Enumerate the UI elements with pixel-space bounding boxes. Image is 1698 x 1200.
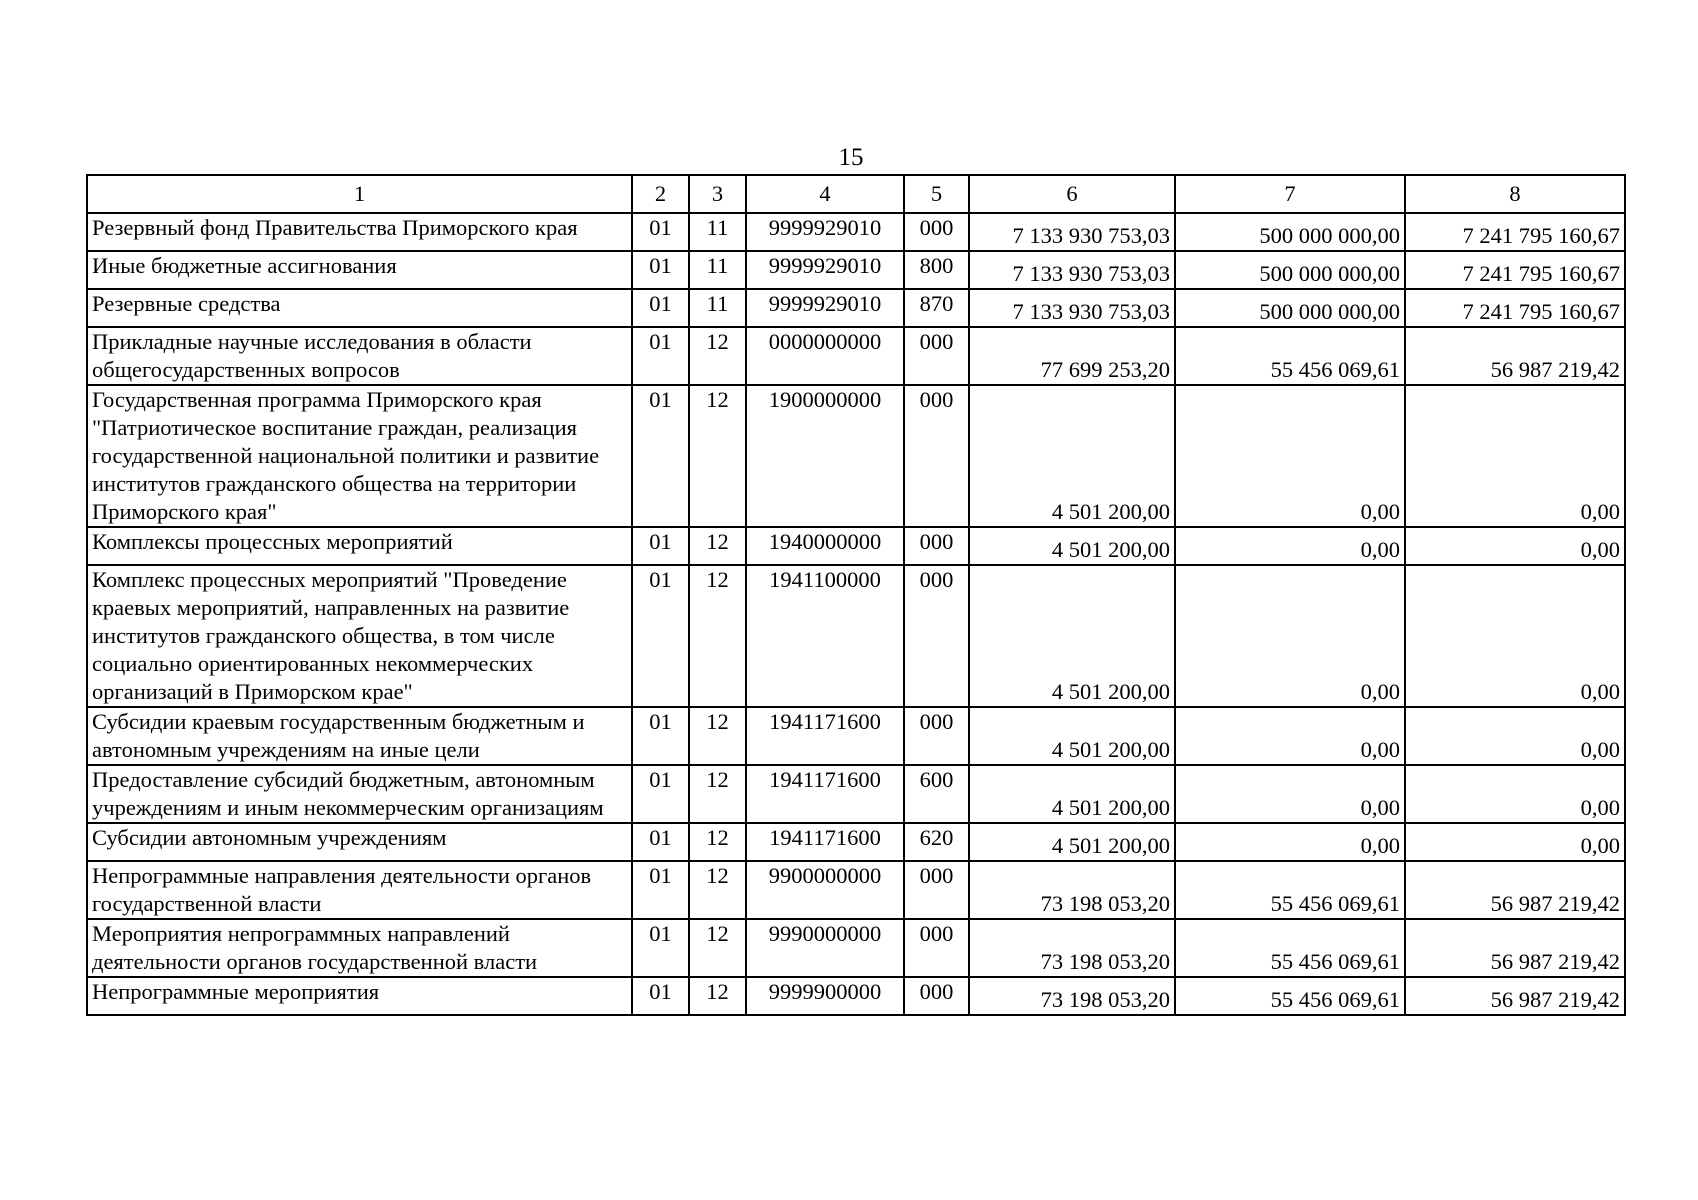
subsection-code: 12: [689, 823, 746, 861]
row-name: Резервный фонд Правительства Приморского края: [87, 213, 632, 251]
amount-col-7: 0,00: [1175, 707, 1405, 765]
amount-col-8: 0,00: [1405, 765, 1625, 823]
target-article-code: 9999900000: [746, 977, 904, 1015]
target-article-code: 1941100000: [746, 565, 904, 707]
subsection-code: 12: [689, 385, 746, 527]
amount-col-6: 7 133 930 753,03: [969, 251, 1175, 289]
amount-col-8: 7 241 795 160,67: [1405, 289, 1625, 327]
target-article-code: 9999929010: [746, 213, 904, 251]
row-name: Государственная программа Приморского края "Патриотическое воспитание граждан, реализация государственной национальной политики и развитие институтов гражданского общества на территории Приморского края": [87, 385, 632, 527]
section-code: 01: [632, 977, 689, 1015]
row-name: Непрограммные направления деятельности органов государственной власти: [87, 861, 632, 919]
row-name: Мероприятия непрограммных направлений деятельности органов государственной власти: [87, 919, 632, 977]
table-row: [87, 977, 1625, 1015]
section-code: 01: [632, 327, 689, 385]
amount-col-6: 73 198 053,20: [969, 977, 1175, 1015]
amount-col-7: 0,00: [1175, 565, 1405, 707]
amount-col-6: 7 133 930 753,03: [969, 213, 1175, 251]
amount-col-7: 55 456 069,61: [1175, 977, 1405, 1015]
expense-type-code: 000: [904, 565, 969, 707]
amount-col-6: 4 501 200,00: [969, 765, 1175, 823]
amount-col-7: 0,00: [1175, 527, 1405, 565]
row-name: Субсидии краевым государственным бюджетным и автономным учреждениям на иные цели: [87, 707, 632, 765]
budget-table: [86, 174, 1626, 1016]
target-article-code: 1940000000: [746, 527, 904, 565]
expense-type-code: 000: [904, 527, 969, 565]
row-name: Прикладные научные исследования в области общегосударственных вопросов: [87, 327, 632, 385]
amount-col-8: 0,00: [1405, 527, 1625, 565]
subsection-code: 12: [689, 327, 746, 385]
expense-type-code: 000: [904, 707, 969, 765]
row-name: Комплексы процессных мероприятий: [87, 527, 632, 565]
amount-col-7: 500 000 000,00: [1175, 289, 1405, 327]
row-name: Резервные средства: [87, 289, 632, 327]
target-article-code: 9900000000: [746, 861, 904, 919]
expense-type-code: 870: [904, 289, 969, 327]
target-article-code: 1900000000: [746, 385, 904, 527]
target-article-code: 0000000000: [746, 327, 904, 385]
expense-type-code: 620: [904, 823, 969, 861]
expense-type-code: 000: [904, 861, 969, 919]
target-article-code: 9999929010: [746, 289, 904, 327]
amount-col-8: 56 987 219,42: [1405, 327, 1625, 385]
section-code: 01: [632, 823, 689, 861]
amount-col-8: 56 987 219,42: [1405, 977, 1625, 1015]
table-row: [87, 919, 1625, 977]
amount-col-7: 55 456 069,61: [1175, 919, 1405, 977]
amount-col-8: 56 987 219,42: [1405, 861, 1625, 919]
page-number: 15: [838, 144, 864, 171]
target-article-code: 9999929010: [746, 251, 904, 289]
table-row: [87, 861, 1625, 919]
table-row: [87, 327, 1625, 385]
row-name: Непрограммные мероприятия: [87, 977, 632, 1015]
header-col-6: 6: [969, 175, 1175, 213]
subsection-code: 11: [689, 289, 746, 327]
amount-col-8: 7 241 795 160,67: [1405, 213, 1625, 251]
header-col-2: 2: [632, 175, 689, 213]
expense-type-code: 800: [904, 251, 969, 289]
section-code: 01: [632, 289, 689, 327]
section-code: 01: [632, 527, 689, 565]
table-row: [87, 707, 1625, 765]
target-article-code: 9990000000: [746, 919, 904, 977]
amount-col-8: 7 241 795 160,67: [1405, 251, 1625, 289]
table-row: [87, 823, 1625, 861]
section-code: 01: [632, 707, 689, 765]
row-name: Комплекс процессных мероприятий "Проведение краевых мероприятий, направленных на развитие институтов гражданского общества, в том числе социально ориентированных некоммерческих организаций в Приморском крае": [87, 565, 632, 707]
amount-col-6: 4 501 200,00: [969, 385, 1175, 527]
amount-col-6: 4 501 200,00: [969, 565, 1175, 707]
header-col-1: 1: [87, 175, 632, 213]
table-row: [87, 289, 1625, 327]
row-name: Субсидии автономным учреждениям: [87, 823, 632, 861]
amount-col-7: 500 000 000,00: [1175, 213, 1405, 251]
table-row: [87, 213, 1625, 251]
header-col-5: 5: [904, 175, 969, 213]
section-code: 01: [632, 919, 689, 977]
subsection-code: 12: [689, 527, 746, 565]
row-name: Иные бюджетные ассигнования: [87, 251, 632, 289]
subsection-code: 12: [689, 861, 746, 919]
expense-type-code: 000: [904, 327, 969, 385]
section-code: 01: [632, 251, 689, 289]
header-col-3: 3: [689, 175, 746, 213]
expense-type-code: 000: [904, 213, 969, 251]
section-code: 01: [632, 861, 689, 919]
expense-type-code: 000: [904, 977, 969, 1015]
amount-col-7: 0,00: [1175, 765, 1405, 823]
subsection-code: 11: [689, 213, 746, 251]
amount-col-6: 4 501 200,00: [969, 707, 1175, 765]
table-row: [87, 385, 1625, 527]
amount-col-8: 0,00: [1405, 707, 1625, 765]
target-article-code: 1941171600: [746, 707, 904, 765]
section-code: 01: [632, 213, 689, 251]
table-row: [87, 765, 1625, 823]
header-col-7: 7: [1175, 175, 1405, 213]
amount-col-6: 7 133 930 753,03: [969, 289, 1175, 327]
amount-col-8: 0,00: [1405, 823, 1625, 861]
target-article-code: 1941171600: [746, 765, 904, 823]
table-row: [87, 527, 1625, 565]
header-col-8: 8: [1405, 175, 1625, 213]
subsection-code: 12: [689, 977, 746, 1015]
subsection-code: 11: [689, 251, 746, 289]
subsection-code: 12: [689, 765, 746, 823]
expense-type-code: 000: [904, 385, 969, 527]
amount-col-8: 0,00: [1405, 385, 1625, 527]
amount-col-6: 73 198 053,20: [969, 919, 1175, 977]
table-row: [87, 251, 1625, 289]
subsection-code: 12: [689, 919, 746, 977]
section-code: 01: [632, 565, 689, 707]
subsection-code: 12: [689, 565, 746, 707]
amount-col-6: 4 501 200,00: [969, 823, 1175, 861]
target-article-code: 1941171600: [746, 823, 904, 861]
amount-col-7: 0,00: [1175, 385, 1405, 527]
expense-type-code: 600: [904, 765, 969, 823]
amount-col-7: 55 456 069,61: [1175, 327, 1405, 385]
table-row: [87, 565, 1625, 707]
amount-col-7: 0,00: [1175, 823, 1405, 861]
amount-col-7: 55 456 069,61: [1175, 861, 1405, 919]
header-col-4: 4: [746, 175, 904, 213]
expense-type-code: 000: [904, 919, 969, 977]
amount-col-6: 73 198 053,20: [969, 861, 1175, 919]
amount-col-8: 56 987 219,42: [1405, 919, 1625, 977]
row-name: Предоставление субсидий бюджетным, автономным учреждениям и иным некоммерческим организациям: [87, 765, 632, 823]
amount-col-8: 0,00: [1405, 565, 1625, 707]
section-code: 01: [632, 385, 689, 527]
subsection-code: 12: [689, 707, 746, 765]
amount-col-7: 500 000 000,00: [1175, 251, 1405, 289]
amount-col-6: 77 699 253,20: [969, 327, 1175, 385]
amount-col-6: 4 501 200,00: [969, 527, 1175, 565]
header-row: [87, 175, 1625, 213]
section-code: 01: [632, 765, 689, 823]
